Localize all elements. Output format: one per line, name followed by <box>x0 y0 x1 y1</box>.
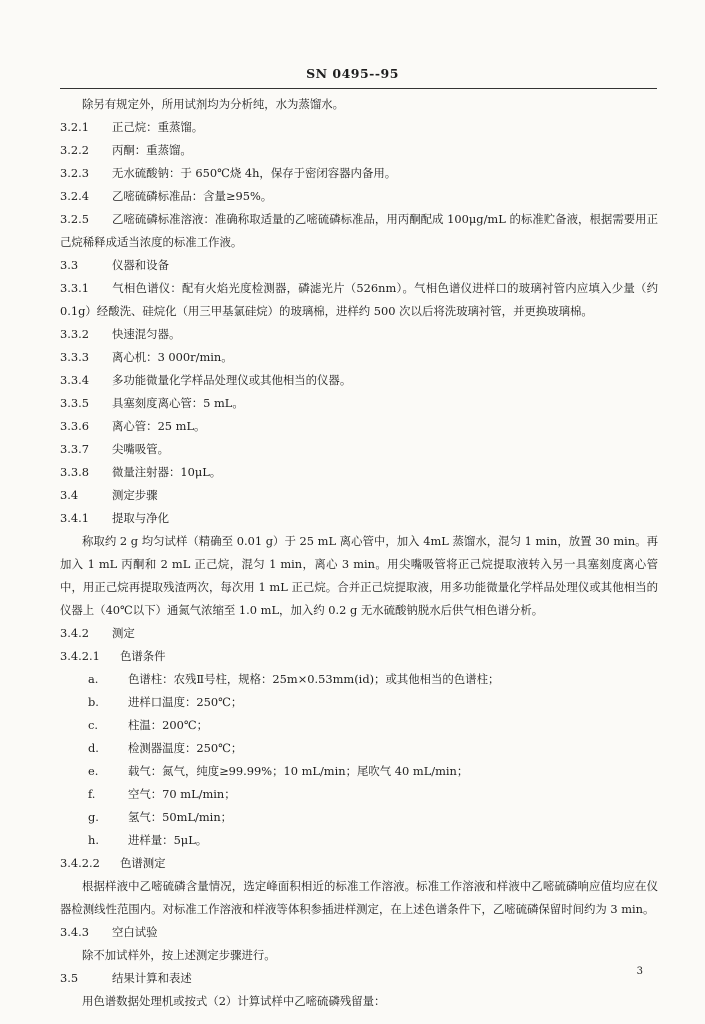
document-body <box>60 93 658 1013</box>
page-number: 3 <box>636 966 643 977</box>
standard-code-header: SN 0495--95 <box>306 66 399 81</box>
clause-3-3-6: 3.3.6 离心管：25 mL。 <box>60 419 206 433</box>
clause-3-4-2-1-heading: 3.4.2.1 色谱条件 <box>60 649 166 663</box>
clause-3-2-5: 3.2.5 乙嘧硫磷标准溶液：准确称取适量的乙嘧硫磷标准品，用丙酮配成 100μg/mL 的标准贮备液，根据需要用正己烷稀释成适当浓度的标准工作液。 <box>60 212 658 249</box>
section-3-3-heading: 3.3 仪器和设备 <box>60 258 169 272</box>
clause-3-2-1: 3.2.1 正己烷：重蒸馏。 <box>60 120 204 134</box>
list-item: d. 检测器温度：250℃； <box>88 741 243 755</box>
clause-3-4-2-2-heading: 3.4.2.2 色谱测定 <box>60 856 166 870</box>
list-item: b. 进样口温度：250℃； <box>88 695 243 709</box>
clause-3-3-8: 3.3.8 微量注射器：10μL。 <box>60 465 222 479</box>
clause-3-3-7: 3.3.7 尖嘴吸管。 <box>60 442 169 456</box>
clause-3-4-1-heading: 3.4.1 提取与净化 <box>60 511 169 525</box>
clause-3-3-4: 3.3.4 多功能微量化学样品处理仪或其他相当的仪器。 <box>60 373 352 387</box>
list-item: g. 氢气：50mL/min； <box>88 810 233 824</box>
clause-3-4-2-heading: 3.4.2 测定 <box>60 626 135 640</box>
clause-3-2-3: 3.2.3 无水硫酸钠：于 650℃烧 4h，保存于密闭容器内备用。 <box>60 166 397 180</box>
section-3-4-heading: 3.4 测定步骤 <box>60 488 158 502</box>
list-item: e. 载气：氮气，纯度≥99.99%；10 mL/min；尾吹气 40 mL/min； <box>88 764 469 778</box>
list-item: a. 色谱柱：农残Ⅱ号柱，规格：25m×0.53mm(id)；或其他相当的色谱柱； <box>88 672 500 686</box>
list-item: h. 进样量：5μL。 <box>88 833 208 847</box>
clause-3-3-3: 3.3.3 离心机：3 000r/min。 <box>60 350 233 364</box>
clause-3-4-1-paragraph: 称取约 2 g 均匀试样（精确至 0.01 g）于 25 mL 离心管中，加入 4mL 蒸馏水，混匀 1 min，放置 30 min。再加入 1 mL 丙酮和 2 mL 正己烷，混匀 1 min，离心 3 min。用尖嘴吸管将正己烷提取液转入另一具塞刻度离心管中，用正己烷再提取残渣两次，每次用 1 mL 正己烷。合并正己烷提取液，用多功能微量化学样品处理仪或其他相当的仪器上（40℃以下）通氮气浓缩至 1.0 mL，加入约 0.2 g 无水硫酸钠脱水后供气相色谱分析。 <box>60 534 658 617</box>
clause-3-3-5: 3.3.5 具塞刻度离心管：5 mL。 <box>60 396 244 410</box>
clause-3-3-1: 3.3.1 气相色谱仪：配有火焰光度检测器，磷滤光片（526nm）。气相色谱仪进样口的玻璃衬管内应填入少量（约 0.1g）经酸洗、硅烷化（用三甲基氯硅烷）的玻璃棉，进样约 500 次以后将洗玻璃衬管，并更换玻璃棉。 <box>60 281 658 318</box>
header-rule <box>60 88 657 89</box>
clause-3-4-3-paragraph: 除不加试样外，按上述测定步骤进行。 <box>82 948 276 962</box>
section-3-5-heading: 3.5 结果计算和表述 <box>60 971 192 985</box>
section-3-5-paragraph: 用色谱数据处理机或按式（2）计算试样中乙嘧硫磷残留量： <box>82 994 386 1008</box>
intro-line: 除另有规定外，所用试剂均为分析纯，水为蒸馏水。 <box>82 97 344 111</box>
clause-3-3-2: 3.3.2 快速混匀器。 <box>60 327 181 341</box>
clause-3-2-4: 3.2.4 乙嘧硫磷标准品：含量≥95%。 <box>60 189 273 203</box>
clause-3-4-2-2-paragraph: 根据样液中乙嘧硫磷含量情况，选定峰面积相近的标准工作溶液。标准工作溶液和样液中乙嘧硫磷响应值均应在仪器检测线性范围内。对标准工作溶液和样液等体积参插进样测定，在上述色谱条件下，乙嘧硫磷保留时间约为 3 min。 <box>60 879 658 916</box>
clause-3-4-3-heading: 3.4.3 空白试验 <box>60 925 158 939</box>
list-item: c. 柱温：200℃； <box>88 718 209 732</box>
list-item: f. 空气：70 mL/min； <box>88 787 236 801</box>
clause-3-2-2: 3.2.2 丙酮：重蒸馏。 <box>60 143 192 157</box>
